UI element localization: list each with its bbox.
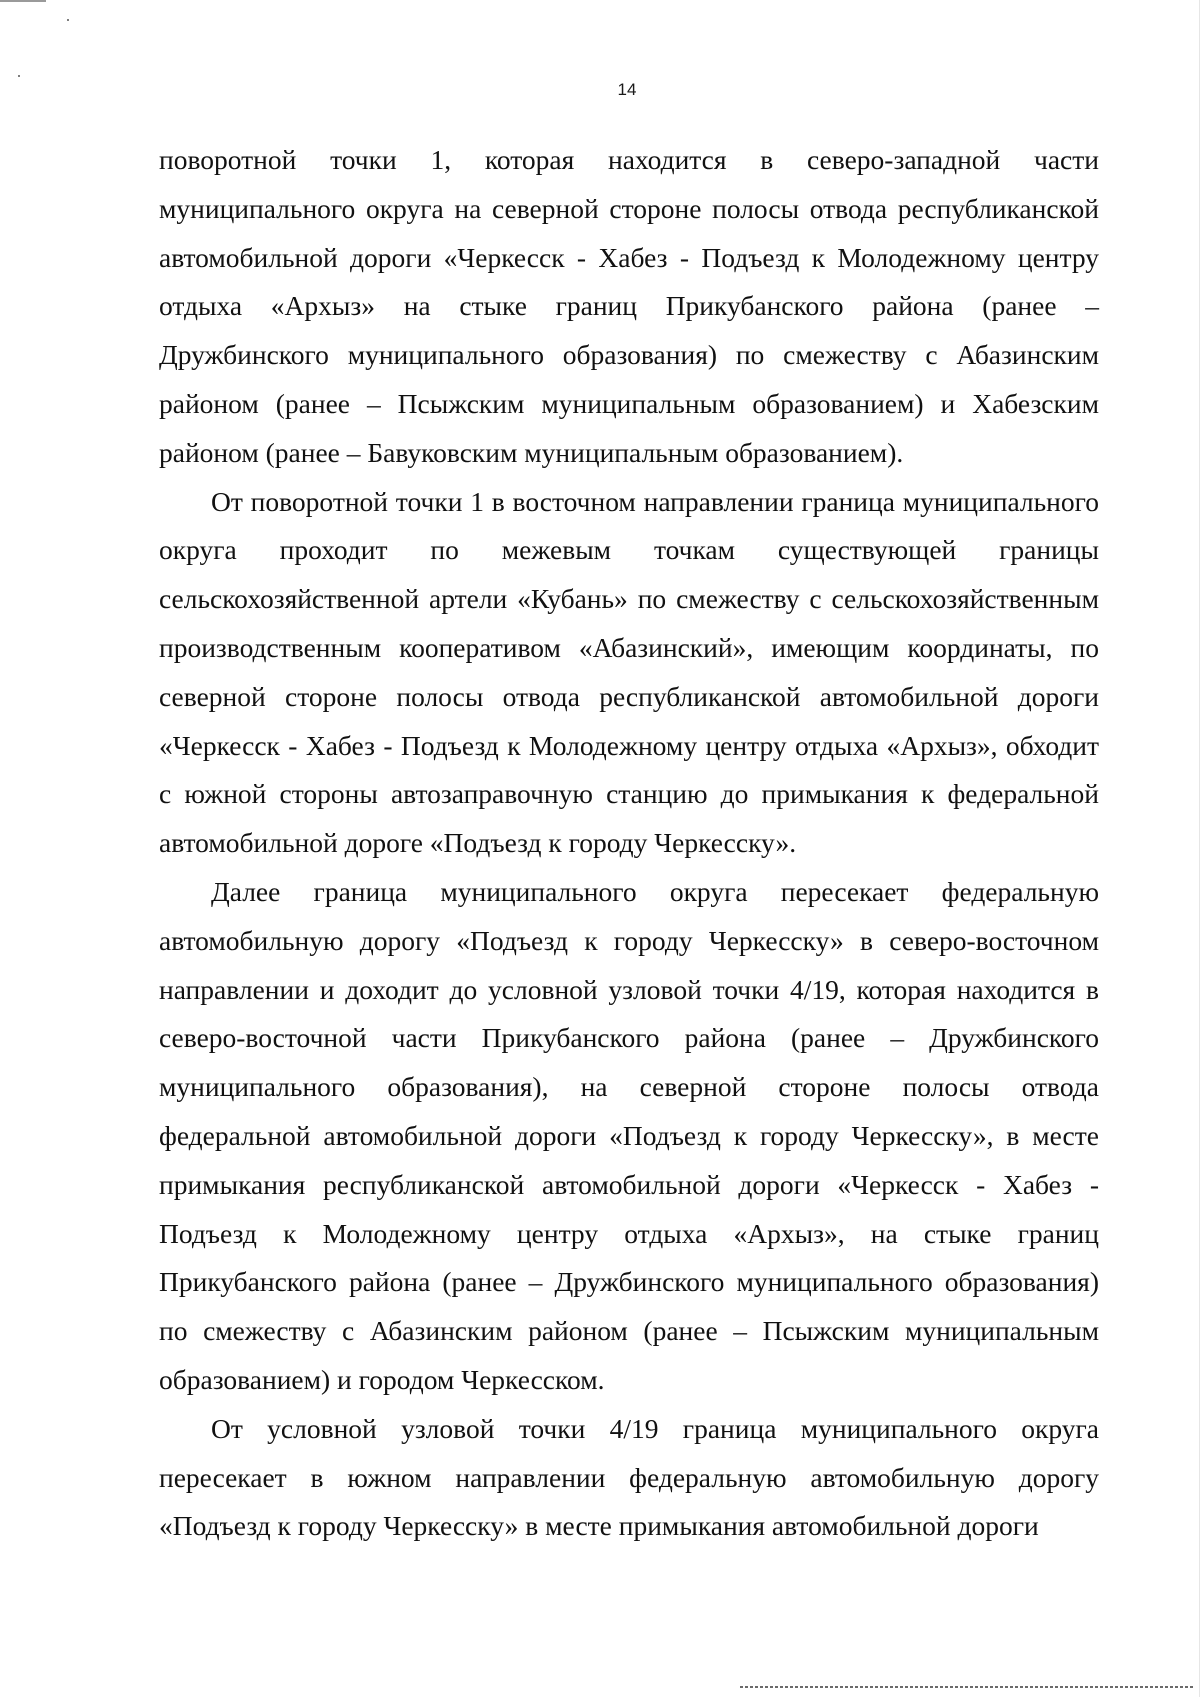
document-body — [159, 136, 1099, 1551]
scan-edge-bottom — [740, 1686, 1195, 1688]
paragraph: поворотной точки 1, которая находится в северо-западной части муниципального округа на северной стороне полосы отвода республиканской автомобильной дороги «Черкесск - Хабез - Подъезд к Молодежному центру отдыха «Архыз» на стыке границ Прикубанского района (ранее – Дружбинского муниципального образования) по смежеству с Абазинским районом (ранее – Псыжским муниципальным образованием) и Хабезским районом (ранее – Бавуковским муниципальным образованием). — [159, 144, 1099, 468]
scan-speck — [67, 19, 69, 21]
paragraph: Далее граница муниципального округа пересекает федеральную автомобильную дорогу «Подъезд к городу Черкесску» в северо-восточном направлении и доходит до условной узловой точки 4/19, которая находится в северо-восточной части Прикубанского района (ранее – Дружбинского муниципального образования), на северной стороне полосы отвода федеральной автомобильной дороги «Подъезд к городу Черкесску», в месте примыкания республиканской автомобильной дороги «Черкесск - Хабез - Подъезд к Молодежному центру отдыха «Архыз», на стыке границ Прикубанского района (ранее – Дружбинского муниципального образования) по смежеству с Абазинским районом (ранее – Псыжским муниципальным образованием) и городом Черкесском. — [159, 875, 1099, 1395]
scan-edge-top — [0, 0, 46, 2]
scan-speck — [18, 75, 20, 77]
paragraph: От условной узловой точки 4/19 граница муниципального округа пересекает в южном направлении федеральную автомобильную дорогу «Подъезд к городу Черкесску» в месте примыкания автомобильной дороги — [159, 1412, 1099, 1542]
page-number: 14 — [617, 80, 637, 99]
paragraph: От поворотной точки 1 в восточном направлении граница муниципального округа проходит по межевым точкам существующей границы сельскохозяйственной артели «Кубань» по смежеству с сельскохозяйственным производственным кооперативом «Абазинский», имеющим координаты, по северной стороне полосы отвода республиканской автомобильной дороги «Черкесск - Хабез - Подъезд к Молодежному центру отдыха «Архыз», обходит с южной стороны автозаправочную станцию до примыкания к федеральной автомобильной дороге «Подъезд к городу Черкесску». — [159, 485, 1099, 859]
